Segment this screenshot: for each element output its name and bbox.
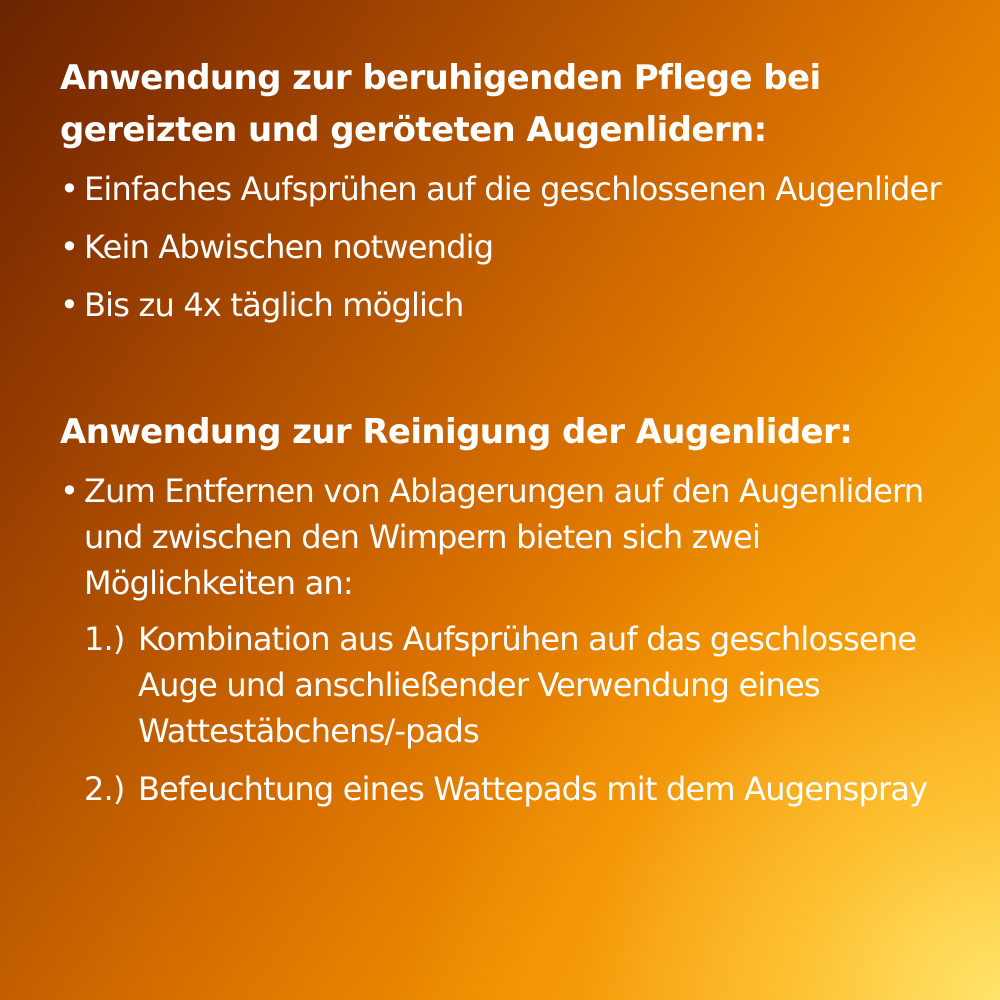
instructions-panel	[60, 52, 960, 824]
bullet-icon: •	[60, 286, 79, 324]
heading-cleaning: Anwendung zur Reinigung der Augenlider:	[60, 412, 853, 452]
bullet-icon: •	[60, 228, 79, 266]
list-item	[60, 468, 960, 812]
numbered-item-text: Kombination aus Aufsprühen auf das geschlossene Auge und anschließender Verwendung eines Wattestäbchens/-pads	[138, 620, 917, 750]
numbered-item-text: Befeuchtung eines Wattepads mit dem Augenspray	[138, 770, 928, 808]
bullet-icon: •	[60, 170, 79, 208]
list-item-text: Einfaches Aufsprühen auf die geschlossenen Augenlider	[84, 170, 941, 208]
list-item	[60, 224, 960, 270]
item-number: 2.)	[84, 770, 125, 808]
heading-soothing-care-line1: Anwendung zur beruhigenden Pflege bei	[60, 58, 821, 98]
list-item-text: Zum Entfernen von Ablagerungen auf den Augenlidern und zwischen den Wimpern bieten sich zwei Möglichkeiten an:	[84, 472, 924, 602]
list-item	[60, 166, 960, 212]
heading-soothing-care	[60, 52, 960, 156]
soothing-care-list	[60, 166, 960, 328]
cleaning-options-list	[84, 616, 960, 812]
cleaning-list	[60, 468, 960, 812]
list-item-text: Kein Abwischen notwendig	[84, 228, 494, 266]
numbered-item	[84, 616, 960, 754]
bullet-icon: •	[60, 472, 79, 510]
item-number: 1.)	[84, 620, 125, 658]
list-item-text: Bis zu 4x täglich möglich	[84, 286, 464, 324]
heading-soothing-care-line2: gereizten und geröteten Augenlidern:	[60, 110, 767, 150]
numbered-item	[84, 766, 960, 812]
list-item	[60, 282, 960, 328]
